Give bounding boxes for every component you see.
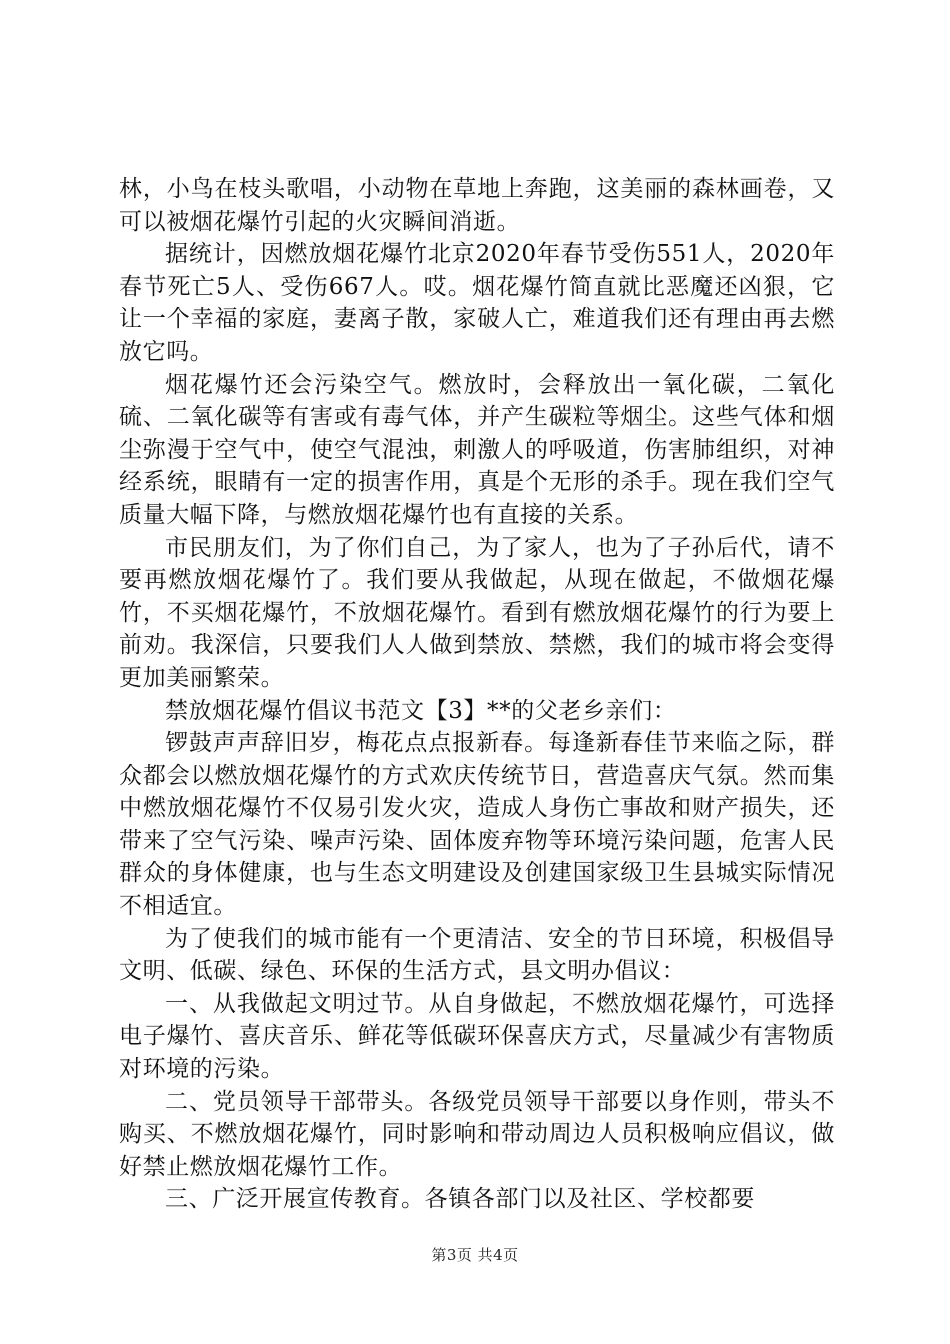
page-footer: 第3页 共4页 xyxy=(431,1246,519,1264)
paragraph: 烟花爆竹还会污染空气。燃放时，会释放出一氧化碳，二氧化硫、二氧化碳等有害或有毒气体，并产生碳粒等烟尘。这些气体和烟尘弥漫于空气中，使空气混浊，刺激人的呼吸道，伤害肺组织，对神经系统，眼睛有一定的损害作用，真是个无形的杀手。现在我们空气质量大幅下降，与燃放烟花爆竹也有直接的关系。 xyxy=(119,371,835,528)
paragraph: 为了使我们的城市能有一个更清洁、安全的节日环境，积极倡导文明、低碳、绿色、环保的生活方式，县文明办倡议： xyxy=(119,925,835,985)
paragraph: 市民朋友们，为了你们自己，为了家人，也为了子孙后代，请不要再燃放烟花爆竹了。我们要从我做起，从现在做起，不做烟花爆竹，不买烟花爆竹，不放烟花爆竹。看到有燃放烟花爆竹的行为要上前劝。我深信，只要我们人人做到禁放、禁燃，我们的城市将会变得更加美丽繁荣。 xyxy=(119,534,835,691)
document-body xyxy=(119,173,835,1216)
paragraph: 据统计，因燃放烟花爆竹北京2020年春节受伤551人，2020年春节死亡5人、受伤667人。哎。烟花爆竹简直就比恶魔还凶狠，它让一个幸福的家庭，妻离子散，家破人亡，难道我们还有理由再去燃放它吗。 xyxy=(119,241,835,365)
list-item: 二、党员领导干部带头。各级党员领导干部要以身作则，带头不购买、不燃放烟花爆竹，同时影响和带动周边人员积极响应倡议，做好禁止燃放烟花爆竹工作。 xyxy=(119,1088,835,1180)
paragraph: 林，小鸟在枝头歌唱，小动物在草地上奔跑，这美丽的森林画卷，又可以被烟花爆竹引起的火灾瞬间消逝。 xyxy=(119,176,835,235)
section-heading: 禁放烟花爆竹倡议书范文【3】**的父老乡亲们： xyxy=(165,697,677,724)
list-item: 三、广泛开展宣传教育。各镇各部门以及社区、学校都要 xyxy=(165,1186,755,1213)
list-item: 一、从我做起文明过节。从自身做起，不燃放烟花爆竹，可选择电子爆竹、喜庆音乐、鲜花等低碳环保喜庆方式，尽量减少有害物质对环境的污染。 xyxy=(119,990,835,1083)
paragraph: 锣鼓声声辞旧岁，梅花点点报新春。每逢新春佳节来临之际，群众都会以燃放烟花爆竹的方式欢庆传统节日，营造喜庆气氛。然而集中燃放烟花爆竹不仅易引发火灾，造成人身伤亡事故和财产损失，还带来了空气污染、噪声污染、固体废弃物等环境污染问题，危害人民群众的身体健康，也与生态文明建设及创建国家级卫生县城实际情况不相适宜。 xyxy=(119,730,835,920)
